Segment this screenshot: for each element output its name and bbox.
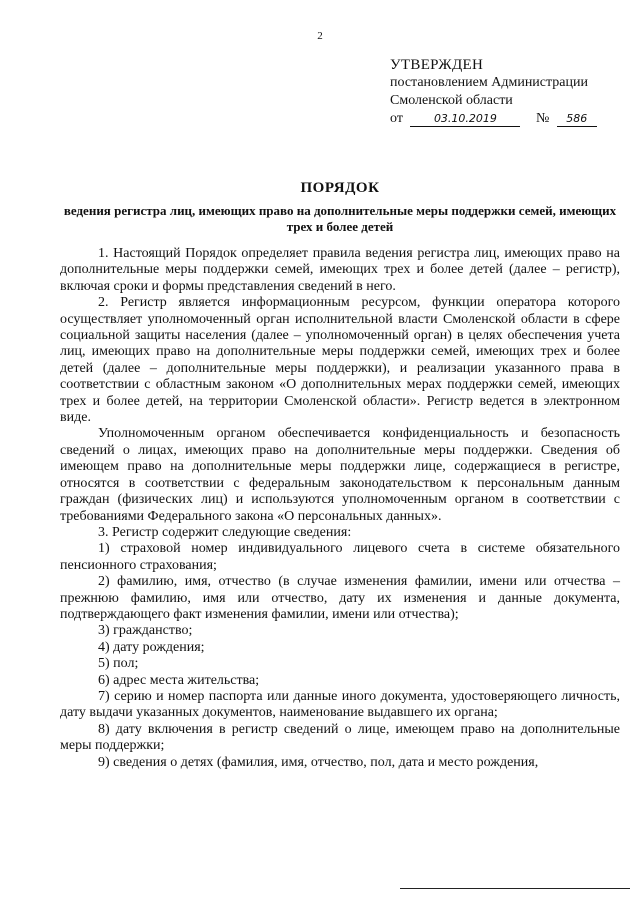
paragraph: 4) дату рождения;	[98, 639, 205, 655]
approval-block	[390, 56, 630, 128]
approval-title: УТВЕРЖДЕН	[390, 57, 484, 73]
paragraph: 8) дату включения в регистр сведений о лице, имеющем право на дополнительные меры поддержки;	[60, 721, 620, 754]
handwritten-date: 03.10.2019	[410, 112, 520, 127]
bottom-divider	[400, 888, 630, 889]
paragraph: Уполномоченным органом обеспечивается конфиденциальность и безопасность сведений о лицах, имеющих право на дополнительные меры поддержки. Сведения об имеющем право на дополнительные меры поддержки лице, содержащиеся в регистре, относятся в соответствии с федеральным законодательством к персональным данным граждан (физических лиц) и используются уполномоченным органом в соответствии с требованиями Федерального закона «О персональных данных».	[60, 426, 620, 524]
approval-line-1: постановлением Администрации	[390, 75, 588, 90]
handwritten-number: 586	[557, 112, 597, 127]
document-subtitle: ведения регистра лиц, имеющих право на дополнительные меры поддержки семей, имеющих трех и более детей	[63, 203, 617, 234]
paragraph: 2. Регистр является информационным ресурсом, функции оператора которого осуществляет уполномоченный орган исполнительной власти Смоленской области в сфере социальной защиты населения (далее – уполномоченный орган) в целях обеспечения учета лиц, имеющих право на дополнительные меры поддержки семей, имеющих трех и более детей (далее – дополнительные меры поддержки), и реализации указанного права в соответствии с областным законом «О дополнительных мерах поддержки семей, имеющих трех и более детей, на территории Смоленской области». Регистр ведется в электронном виде.	[60, 295, 620, 426]
paragraph: 5) пол;	[98, 656, 139, 672]
paragraph: 2) фамилию, имя, отчество (в случае изменения фамилии, имени или отчества – прежнюю фамилию, имя или отчество, дату их изменения и данные документа, подтверждающего факт изменения фамилии, имени или отчества);	[60, 574, 620, 622]
approval-line-2: Смоленской области	[390, 93, 513, 108]
paragraph: 9) сведения о детях (фамилия, имя, отчество, пол, дата и место рождения,	[98, 754, 539, 770]
page-number: 2	[317, 30, 323, 42]
paragraph: 1) страховой номер индивидуального лицевого счета в системе обязательного пенсионного страхования;	[60, 541, 620, 573]
paragraph: 3) гражданство;	[98, 623, 193, 639]
paragraph: 1. Настоящий Порядок определяет правила ведения регистра лиц, имеющих право на дополнительные меры поддержки семей, имеющих трех и более детей (далее – регистр), включая сроки и формы представления сведений в него.	[60, 246, 620, 294]
paragraph: 3. Регистр содержит следующие сведения:	[98, 524, 352, 540]
number-label: №	[535, 111, 550, 126]
approval-date-line	[390, 110, 630, 128]
document-heading	[60, 180, 620, 235]
paragraph: 7) серию и номер паспорта или данные иного документа, удостоверяющего личность, дату выдачи указанных документов, наименование выдавшего их органа;	[60, 688, 620, 721]
document-body	[60, 246, 620, 771]
document-title: ПОРЯДОК	[300, 180, 380, 196]
paragraph: 6) адрес места жительства;	[98, 672, 260, 688]
from-label: от	[390, 111, 403, 126]
